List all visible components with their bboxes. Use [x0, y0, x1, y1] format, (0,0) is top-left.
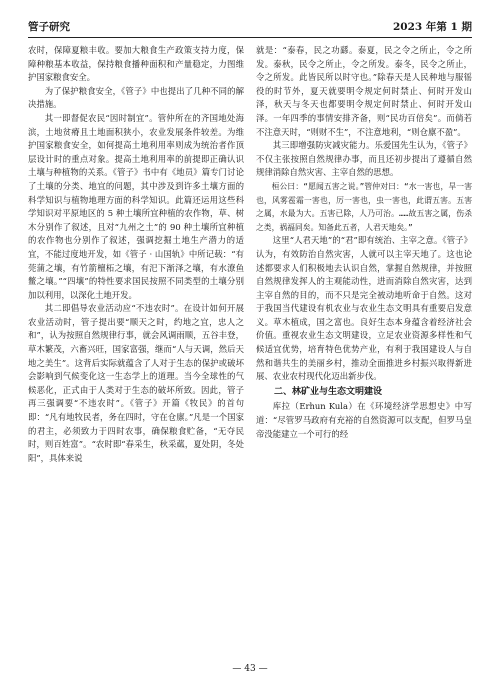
paragraph: 这里“人君天地”的“君”即有统治、主宰之意。《管子》认为，有效防治自然灾害，人就可以主宰天地了。这也论述都要求人们积极地去认识自然，掌握自然规律，并按照自然规律发挥人的主观能动性，进而消除自然灾害，达到主宰自然的目的，而不只是完全被动地听命于自然。这对于我国当代建设有机农业与农业生态文明具有重要启发意义。草木植成，国之富也。良好生态本身蕴含着经济社会价值。重视农业生态文明建设，立足农业资源多样性和气候适宜优势，培育特色优势产业，有利于我国建设人与自然和谐共生的美丽乡村，推动全面推进乡村振兴取得新进展、农业农村现代化迈出新步伐。 [256, 235, 472, 382]
paragraph: 农时，保障夏粮丰收。要加大粮食生产政策支持力度，保障种粮基本收益，保持粮食播种面积和产量稳定，力图维护国家粮食安全。 [28, 45, 244, 83]
paragraph: 库拉（Erhun Kula）在《环境经济学思想史》中写道：“尽管罗马政府有充裕的自然资源可以支配，但罗马皇帝没能建立一个可行的经 [256, 401, 472, 439]
paragraph: 就是：“泰春，民之功繇。泰夏，民之令之所止，令之所发。泰秋，民令之所止，令之所发。泰冬，民令之所止，令之所发。此皆民所以时守也。”除春天是人民种地与服徭役的时节外，夏天就要明令规定何时禁止、何时开发山泽，秋天与冬天也都要明令规定何时禁止、何时开发山泽。一年四季的事情安排齐备，则“民功百倍矣”。而倘若不注意天时，“则财不生”，不注意地利，“则仓廪不盈”。 [256, 45, 472, 137]
paragraph: 其一即督促农民“因时制宜”。管仲所在的齐国地处海滨，土地贫瘠且土地面积狭小，农业发展条件较差。为维护国家粮食安全，如何提高土地利用率则成为统治者作顶层设计时的重点对象。提高土地利用率的前提即正确认识土壤与种植物的关系。《管子》书中有《地员》篇专门讨论了土壤的分类、地宜的问题，其中涉及到许多土壤方面的科学知识与植物地理方面的科学知识。此篇还运用这些科学知识对平原地区的 5 种土壤所宜种植的农作物，草、树木分别作了叙述，且对“九州之土”的 90 种土壤所宜种植的农作物也分别作了叙述，强调挖掘土地生产潜力的适宜，不能过度地开发，如《管子 · 山国轨》中所记载：“有莞蒲之壤，有竹箭檀柘之壤，有汜下渐泽之壤，有水潦鱼鳖之壤。”“四壤”的特性要求国民按照不同类型的土壤分别加以利用，以深化土地开发。 [28, 112, 244, 300]
paragraph: 其二即倡导农业活动应“不违农时”。在设计如何开展农业活动时，管子提出要“顺天之时，约地之宜，忠人之和”，认为按照自然规律行事，就会风调雨顺，五谷丰登，草木繁茂，六畜兴旺，国家富强，继而“人与天调，然后天地之美生”。这背后实际就蕴含了人对于生态的保护或破坏会影响到气候变化这一生态学上的道理。当今全球性的气候恶化，正式由于人类对于生态的破坏所致。因此，管子再三强调要“不违农时”。《管子》开篇《牧民》的首句即：“凡有地牧民者，务在四时，守在仓廪。”凡是一个国家的君主，必须致力于四时农事，确保粮食贮备，“无夺民时，则百姓富”。“农时即“春采生，秋采蓏，夏处阴，冬处阳”，具体来说 [28, 303, 244, 463]
journal-name: 管子研究 [28, 21, 70, 33]
paragraph: 为了保护粮食安全，《管子》中也提出了几种不同的解决措施。 [28, 85, 244, 110]
issue-label: 2023 年第 1 期 [393, 21, 472, 33]
section-heading: 二、林矿业与生态文明建设 [274, 386, 383, 397]
page-number: — 43 — [232, 664, 268, 674]
left-column [28, 44, 244, 656]
running-header [28, 14, 472, 38]
paragraph: 其三即增强防灾减灾能力。乐爱国先生认为，《管子》不仅主张按照自然规律办事，而且还初步提出了遵循自然规律消除自然灾害、主宰自然的思想。 [256, 140, 472, 178]
block-quote: 桓公曰：“愿闻五害之说。”管仲对曰：“水一害也，旱一害也，风雾雹霜一害也，厉一害也，虫一害也，此谓五害。五害之属，水最为大。五害已除，人乃可治。……故五害之属，伤杀之类，祸福同矣。知备此五者，人君天地矣。” [256, 181, 472, 232]
right-column [256, 44, 472, 656]
